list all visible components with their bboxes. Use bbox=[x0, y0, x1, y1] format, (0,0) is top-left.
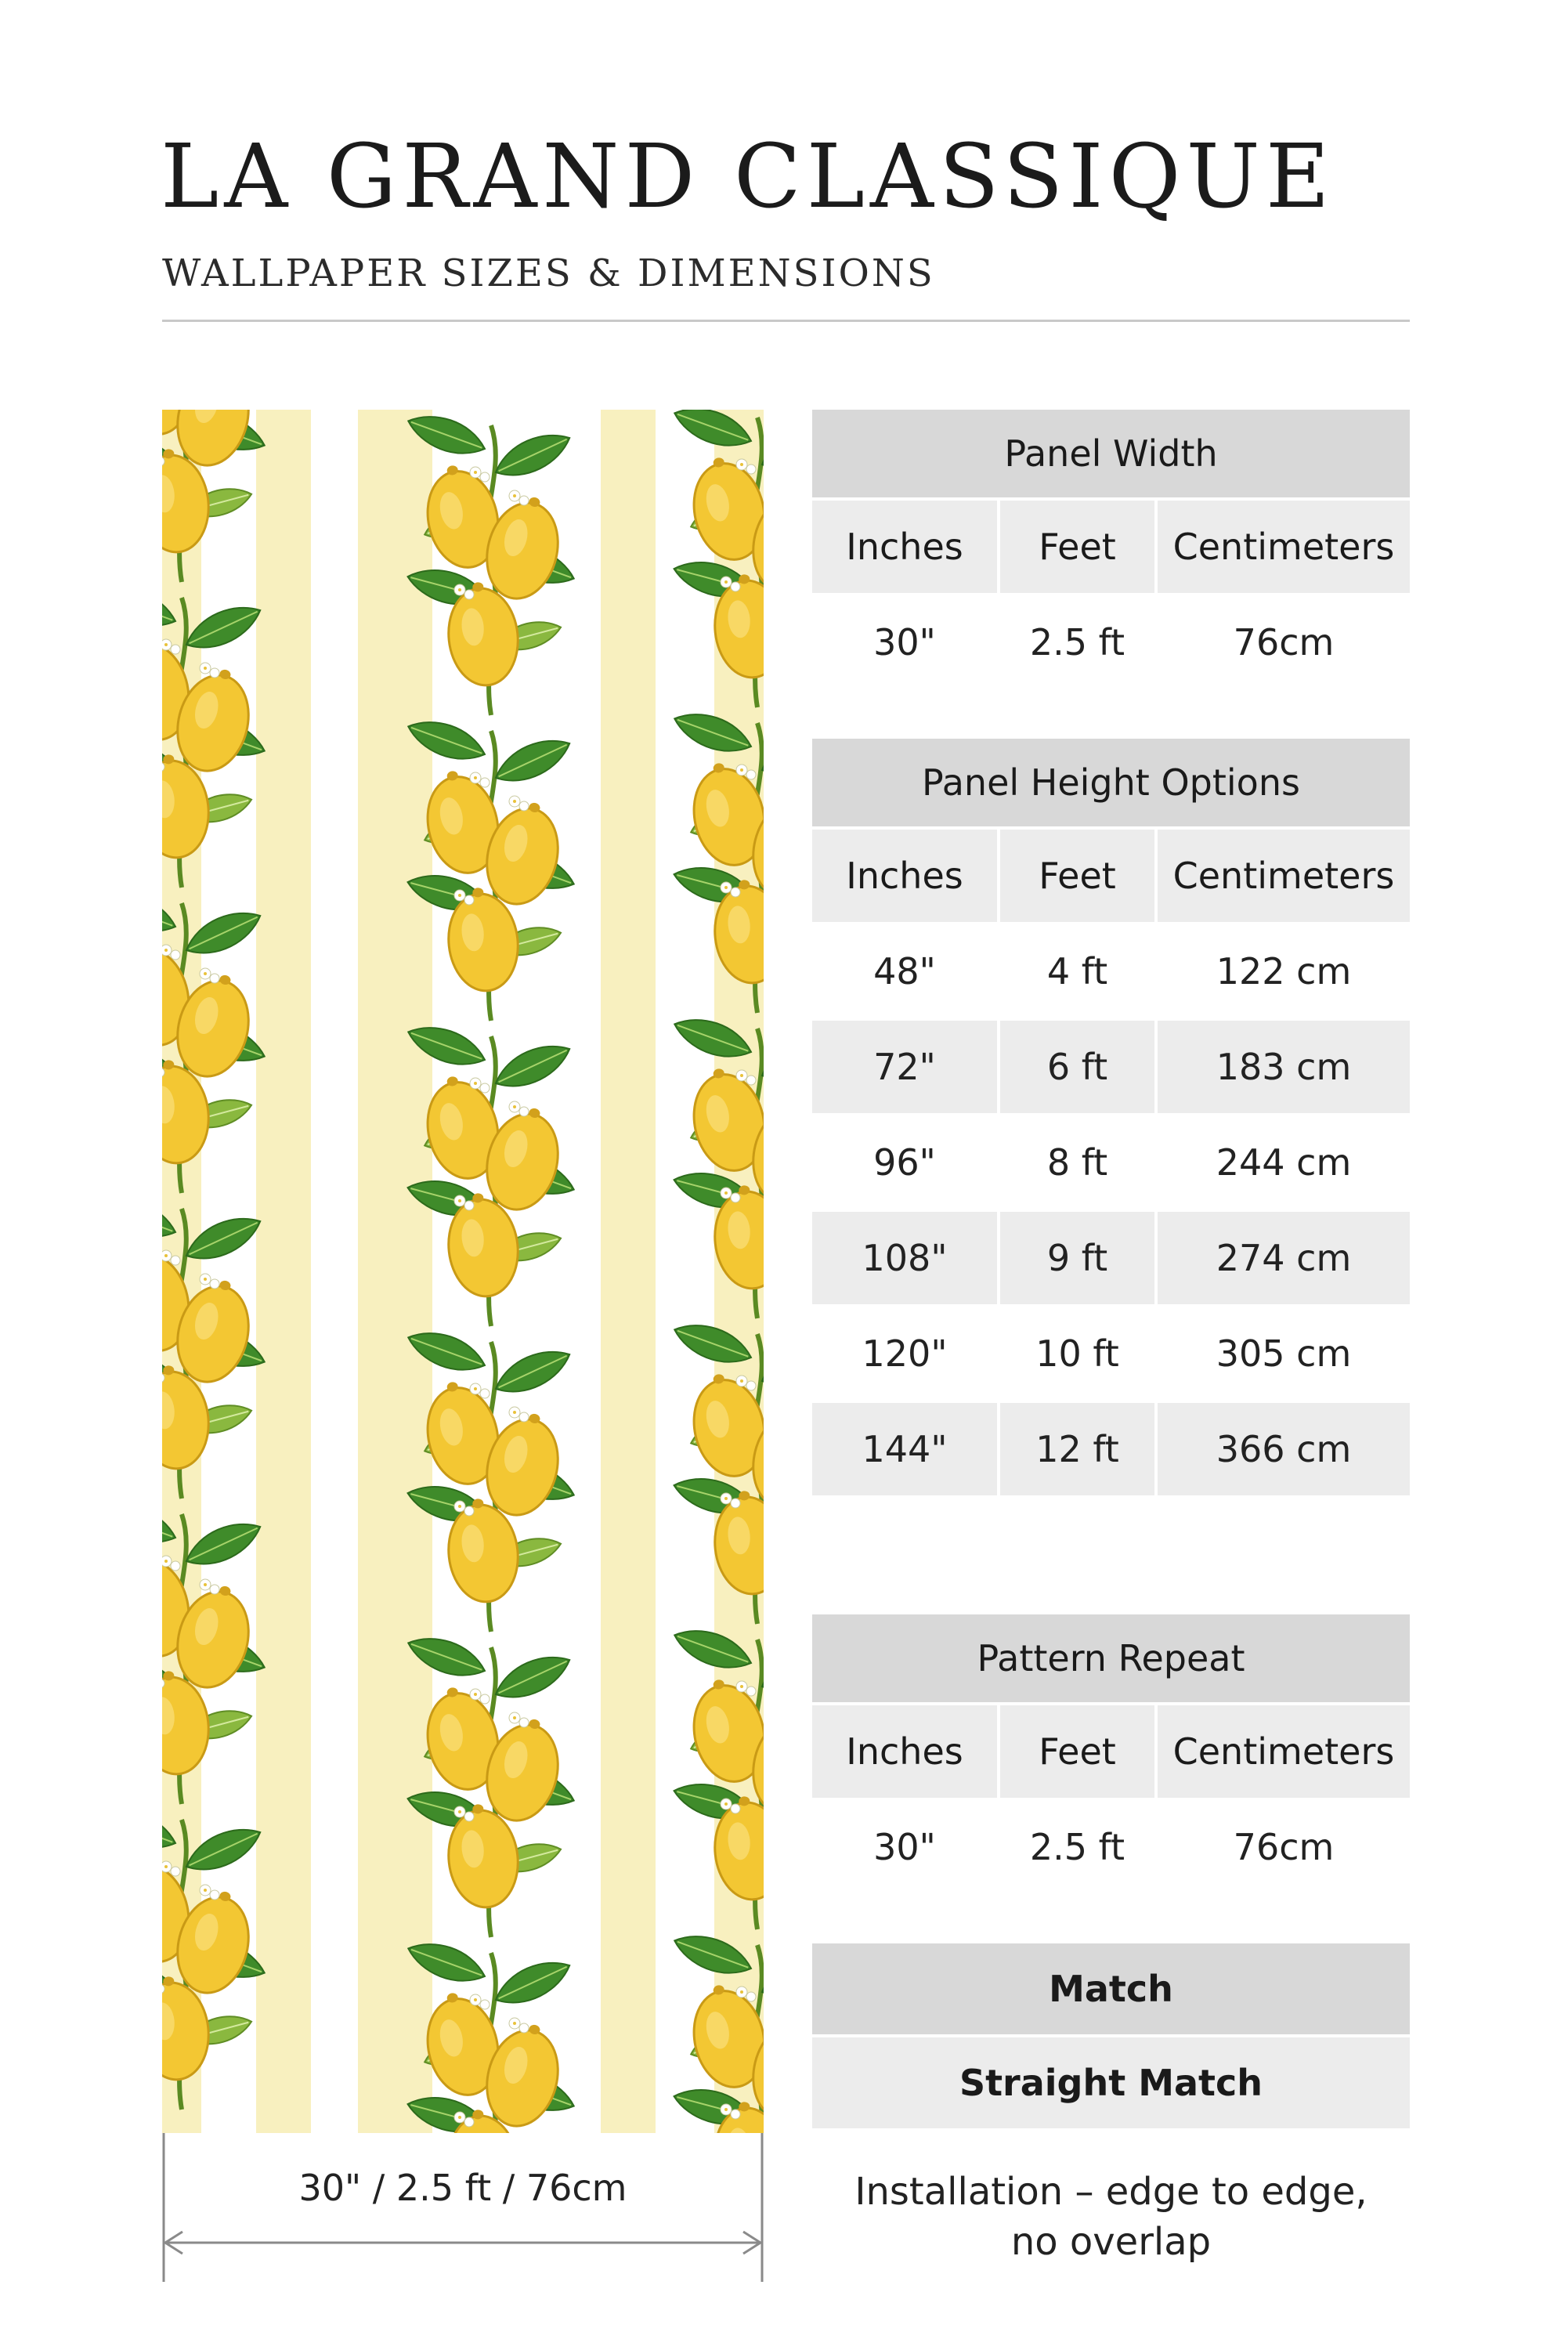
cell-inches: 144" bbox=[812, 1403, 997, 1495]
cell-inches: 30" bbox=[873, 1826, 936, 1868]
cell-inches: 72" bbox=[812, 1021, 997, 1113]
installation-line-1: Installation – edge to edge, bbox=[854, 2170, 1367, 2214]
pattern-repeat-table bbox=[812, 1614, 1410, 1893]
width-dimension-label: 30" / 2.5 ft / 76cm bbox=[298, 2167, 627, 2209]
cell-inches: 108" bbox=[812, 1212, 997, 1304]
cell-centimeters: 366 cm bbox=[1158, 1403, 1410, 1495]
cell-centimeters: 244 cm bbox=[1216, 1141, 1352, 1184]
pattern-repeat-title: Pattern Repeat bbox=[812, 1614, 1410, 1702]
table-row bbox=[812, 1801, 1410, 1893]
cell-feet: 9 ft bbox=[1000, 1212, 1154, 1304]
column-header-centimeters: Centimeters bbox=[1158, 1705, 1410, 1798]
header-divider bbox=[162, 320, 1410, 322]
table-header-row bbox=[812, 1705, 1410, 1798]
cell-feet: 8 ft bbox=[1046, 1141, 1108, 1184]
panel-width-table bbox=[812, 410, 1410, 689]
column-header-feet: Feet bbox=[1000, 830, 1154, 922]
panel-height-table bbox=[812, 739, 1410, 1495]
column-header-inches: Inches bbox=[812, 501, 997, 593]
cell-feet: 10 ft bbox=[1035, 1332, 1119, 1375]
match-value: Straight Match bbox=[812, 2037, 1410, 2128]
cell-feet: 12 ft bbox=[1000, 1403, 1154, 1495]
wallpaper-preview-image bbox=[162, 410, 764, 2133]
table-row bbox=[812, 1403, 1410, 1495]
cell-centimeters: 305 cm bbox=[1216, 1332, 1352, 1375]
table-header-row bbox=[812, 501, 1410, 593]
cell-centimeters: 122 cm bbox=[1216, 950, 1352, 992]
installation-line-2: no overlap bbox=[1010, 2220, 1212, 2264]
cell-feet: 4 ft bbox=[1046, 950, 1108, 992]
cell-centimeters: 183 cm bbox=[1158, 1021, 1410, 1113]
table-row bbox=[812, 1212, 1410, 1304]
cell-centimeters: 76cm bbox=[1233, 621, 1335, 663]
cell-centimeters: 274 cm bbox=[1158, 1212, 1410, 1304]
cell-centimeters: 76cm bbox=[1233, 1826, 1335, 1868]
table-row bbox=[812, 1307, 1410, 1400]
panel-width-title: Panel Width bbox=[812, 410, 1410, 497]
cell-feet: 6 ft bbox=[1000, 1021, 1154, 1113]
page-subtitle: WALLPAPER SIZES & DIMENSIONS bbox=[162, 251, 935, 295]
column-header-inches: Inches bbox=[812, 830, 997, 922]
table-row bbox=[812, 596, 1410, 689]
table-row bbox=[812, 1116, 1410, 1209]
column-header-feet: Feet bbox=[1000, 501, 1154, 593]
table-row bbox=[812, 1021, 1410, 1113]
cell-inches: 48" bbox=[873, 950, 936, 992]
match-title: Match bbox=[812, 1943, 1410, 2034]
table-row bbox=[812, 925, 1410, 1018]
cell-inches: 120" bbox=[862, 1332, 948, 1375]
cell-feet: 2.5 ft bbox=[1029, 1826, 1125, 1868]
column-header-feet: Feet bbox=[1000, 1705, 1154, 1798]
cell-feet: 2.5 ft bbox=[1029, 621, 1125, 663]
installation-note bbox=[812, 2167, 1410, 2267]
cell-inches: 30" bbox=[873, 621, 936, 663]
column-header-inches: Inches bbox=[812, 1705, 997, 1798]
column-header-centimeters: Centimeters bbox=[1158, 501, 1410, 593]
panel-height-title: Panel Height Options bbox=[812, 739, 1410, 826]
cell-inches: 96" bbox=[873, 1141, 936, 1184]
table-header-row bbox=[812, 830, 1410, 922]
page-title: LA GRAND CLASSIQUE bbox=[161, 126, 1335, 228]
match-section bbox=[812, 1943, 1410, 2128]
column-header-centimeters: Centimeters bbox=[1158, 830, 1410, 922]
